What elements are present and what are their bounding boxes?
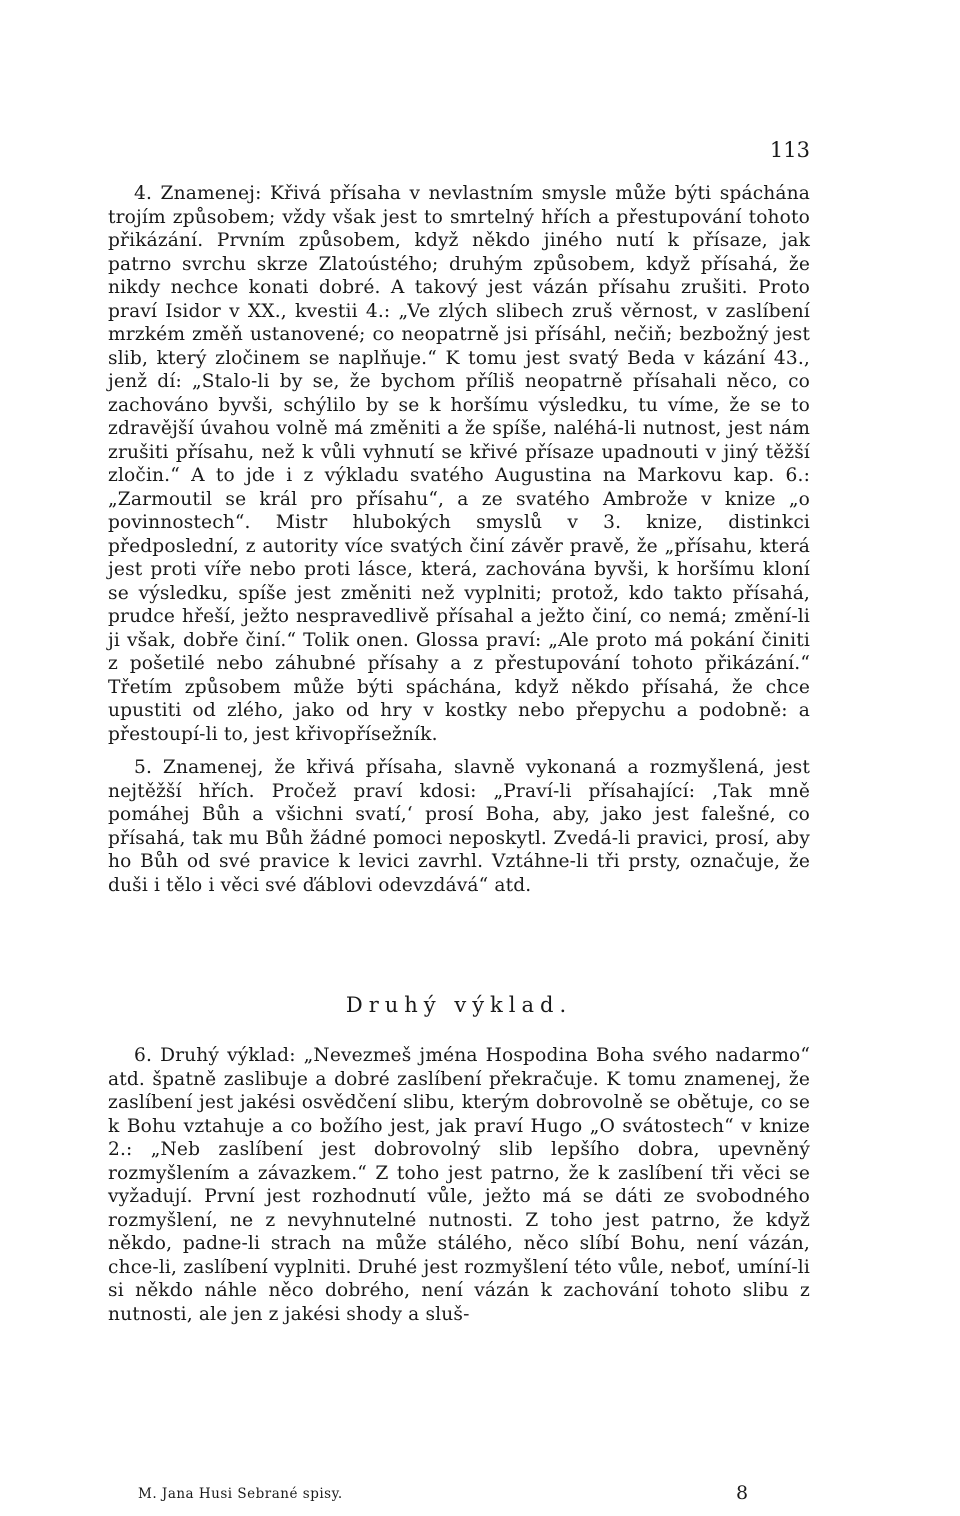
footer-series-title: M. Jana Husi Sebrané spisy. <box>138 1486 343 1502</box>
page-footer <box>108 1482 810 1506</box>
page-number: 113 <box>769 138 810 162</box>
section-heading: Druhý výklad. <box>345 993 573 1017</box>
paragraph-5: 5. Znamenej, že křivá přísaha, slavně vykonaná a rozmyšlená, jest nejtěžší hřích. Pročež praví kdosi: „Praví-li přísahající: ‚Tak mně pomáhej Bůh a všichni svatí,‘ prosí Boha, aby, jako jest falešné, co přísahá, tak mu Bůh žádné pomoci neposkytl. Zvedá-li pravici, prosí, aby ho Bůh od své pravice k levici zavrhl. Vztáhne-li tři prsty, označuje, že duši i tělo i věci své ďáblovi odevzdává“ atd. <box>108 757 810 896</box>
footer-signature-mark: 8 <box>736 1482 749 1504</box>
main-text <box>108 182 810 897</box>
section-text <box>108 1044 810 1326</box>
paragraph-6: 6. Druhý výklad: „Nevezmeš jména Hospodina Boha svého nadarmo“ atd. špatně zaslibuje a dobré zaslíbení překračuje. K tomu znamenej, že zaslíbení jest jakési osvědčení slibu, kterým dobrovolně se obětuje, co se k Bohu vztahuje a co božího jest, jak praví Hugo „O svátostech“ v knize 2.: „Neb zaslíbení jest dobrovolný slib lepšího dobra, upevněný rozmyšlením a závazkem.“ Z toho jest patrno, že k zaslíbení tři věci se vyžadují. První jest rozhodnutí vůle, ježto má se dáti ze svobodného rozmyšlení, ne z nevyhnutelné nutnosti. Z toho jest patrno, že když někdo, padne-li strach na může stálého, něco slíbí Bohu, není vázán, chce-li, zaslíbení vyplniti. Druhé jest rozmyšlení této vůle, neboť, umíní-li si někdo náhle něco dobrého, není vázán k zachování tohoto slibu z nutnosti, ale jen z jakési shody a sluš- <box>108 1045 810 1325</box>
paragraph-4: 4. Znamenej: Křivá přísaha v nevlastním smysle může býti spáchána trojím způsobem; vždy však jest to smrtelný hřích a přestupování tohoto přikázání. Prvním způsobem, když někdo jiného nutí k přísaze, jak patrno svrchu skrze Zlatoústého; druhým způsobem, když přísahá, že nikdy nechce konati dobré. A takový jest vázán přísahu zrušiti. Proto praví Isidor v XX., kvestii 4.: „Ve zlých slibech zruš věrnost, v zaslíbení mrzkém změň ustanovené; co neopatrně jsi přísáhl, nečiň; bezbožný jest slib, který zločinem se naplňuje.“ K tomu jest svatý Beda v kázání 43., jenž dí: „Stalo-li by se, že bychom příliš neopatrně přísahali něco, co zachováno byvši, schýlilo by se k horšímu výsledku, tu víme, že se to zdravější úvahou volně má změniti a že spíše, naléhá-li nutnost, jest nám zrušiti přísahu, než k vůli vyhnutí se křivé přísaze upadnouti v jiný těžší zločin.“ A to jde i z výkladu svatého Augustina na Markovu kap. 6.: „Zarmoutil se král pro přísahu“, a ze svatého Ambrože v knize „o povinnostech“. Mistr hlubokých smyslů v 3. knize, distinkci předposlední, z autority více svatých činí závěr pravě, že „přísahu, která jest proti víře nebo proti lásce, která, zachována byvši, k horšímu kloní se výsledku, spíše jest změniti než vyplniti; protož, kdo takto přísahá, prudce hřeší, ježto nespravedlivě přísahal a ježto činí, co nemá; změní-li ji však, dobře činí.“ Tolik onen. Glossa praví: „Ale proto má pokání činiti z pošetilé nebo záhubné přísahy a z přestupování tohoto přikázání.“ Třetím způsobem může býti spáchána, když někdo přísahá, že chce upustiti od zlého, jako od hry v kostky nebo přepychu a podobně: a přestoupí-li to, jest křivopřísežník. <box>108 183 810 745</box>
